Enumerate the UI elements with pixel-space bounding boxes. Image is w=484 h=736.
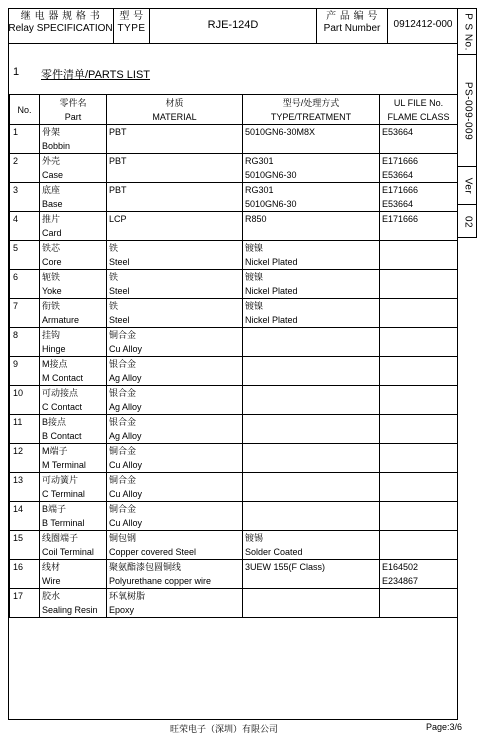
row-ul [380, 299, 458, 328]
row-material: 铜合金 Cu Alloy [107, 502, 243, 531]
row-no: 9 [10, 357, 40, 386]
row-treatment: 镀镍 Nickel Plated [243, 270, 380, 299]
row-material: 铜合金 Cu Alloy [107, 328, 243, 357]
row-treatment [243, 502, 380, 531]
partnum-label-en: Part Number [323, 23, 381, 34]
table-row [10, 357, 458, 386]
row-material: PBT [107, 183, 243, 212]
row-treatment: 镀镍 Nickel Plated [243, 241, 380, 270]
table-row [10, 299, 458, 328]
row-ul [380, 531, 458, 560]
row-ul: E171666 E53664 [380, 154, 458, 183]
row-material: 铜合金 Cu Alloy [107, 473, 243, 502]
footer-company: 旺荣电子（深圳）有限公司 [170, 724, 279, 734]
type-value: RJE-124D [207, 19, 259, 31]
table-header-row [10, 95, 458, 125]
row-treatment: RG301 5010GN6-30 [243, 154, 380, 183]
row-ul: E164502 E234867 [380, 560, 458, 589]
row-part: 线圈端子 Coil Terminal [40, 531, 107, 560]
row-no: 6 [10, 270, 40, 299]
spec-title-cell [8, 8, 114, 43]
ps-value: PS-009-009 [462, 81, 473, 140]
row-no: 10 [10, 386, 40, 415]
spec-title-cn: 继 电 器 规 格 书 [20, 11, 101, 22]
ps-label-cell [458, 9, 477, 55]
row-treatment: 5010GN6-30M8X [243, 125, 380, 154]
type-label-en: TYPE [117, 23, 146, 34]
row-part: 底座 Base [40, 183, 107, 212]
row-material: PBT [107, 125, 243, 154]
row-material: PBT [107, 154, 243, 183]
row-no: 13 [10, 473, 40, 502]
row-treatment [243, 473, 380, 502]
row-ul [380, 589, 458, 618]
row-no: 4 [10, 212, 40, 241]
row-ul [380, 444, 458, 473]
ver-value-cell [458, 205, 477, 238]
spec-title-en: Relay SPECIFICATION [8, 23, 113, 34]
row-material: 聚氨酯漆包圆铜线 Polyurethane copper wire [107, 560, 243, 589]
row-no: 3 [10, 183, 40, 212]
table-empty-area [10, 618, 458, 734]
row-treatment: R850 [243, 212, 380, 241]
row-part: 可动接点 C Contact [40, 386, 107, 415]
table-row [10, 154, 458, 183]
row-no: 11 [10, 415, 40, 444]
row-part: 轭铁 Yoke [40, 270, 107, 299]
row-part: 挂钩 Hinge [40, 328, 107, 357]
row-treatment: 镀锡 Solder Coated [243, 531, 380, 560]
row-no: 7 [10, 299, 40, 328]
row-ul: E53664 [380, 125, 458, 154]
table-row [10, 386, 458, 415]
row-material: 银合金 Ag Alloy [107, 386, 243, 415]
header-ul: UL FILE No. FLAME CLASS [380, 95, 458, 125]
table-row [10, 560, 458, 589]
row-ul: E171666 E53664 [380, 183, 458, 212]
row-ul [380, 270, 458, 299]
row-material: 银合金 Ag Alloy [107, 357, 243, 386]
type-label-cell [114, 8, 150, 43]
row-part: 线材 Wire [40, 560, 107, 589]
row-treatment: RG301 5010GN6-30 [243, 183, 380, 212]
row-no: 15 [10, 531, 40, 560]
row-ul [380, 386, 458, 415]
row-part: 推片 Card [40, 212, 107, 241]
table-row [10, 531, 458, 560]
row-part: 可动簧片 C Terminal [40, 473, 107, 502]
section-title: 零件清单/PARTS LIST [41, 69, 151, 81]
ver-label: Ver [462, 177, 473, 194]
header-part: 零件名 Part [40, 95, 107, 125]
row-part: 铁芯 Core [40, 241, 107, 270]
table-row [10, 183, 458, 212]
row-material: 环氧树脂 Epoxy [107, 589, 243, 618]
row-part: 胶水 Sealing Resin [40, 589, 107, 618]
header-material: 材质 MATERIAL [107, 95, 243, 125]
row-no: 5 [10, 241, 40, 270]
row-ul [380, 357, 458, 386]
row-material: 铜包钢 Copper covered Steel [107, 531, 243, 560]
row-material: LCP [107, 212, 243, 241]
table-row [10, 125, 458, 154]
table-row [10, 328, 458, 357]
header-no: No. [10, 95, 40, 125]
row-ul [380, 502, 458, 531]
ps-value-cell [458, 55, 477, 167]
partnum-value: 0912412-000 [393, 19, 453, 30]
row-no: 14 [10, 502, 40, 531]
row-ul [380, 241, 458, 270]
row-ul: E171666 [380, 212, 458, 241]
row-part: M接点 M Contact [40, 357, 107, 386]
row-material: 铁 Steel [107, 270, 243, 299]
row-part: B端子 B Terminal [40, 502, 107, 531]
header-block [8, 8, 458, 44]
parts-table [9, 94, 458, 733]
row-part: B接点 B Contact [40, 415, 107, 444]
row-treatment: 镀镍 Nickel Plated [243, 299, 380, 328]
row-treatment [243, 386, 380, 415]
table-row [10, 589, 458, 618]
row-no: 2 [10, 154, 40, 183]
row-no: 12 [10, 444, 40, 473]
section-number: 1 [13, 66, 20, 78]
row-part: 外壳 Case [40, 154, 107, 183]
partnum-label-cell [317, 8, 388, 43]
row-ul [380, 328, 458, 357]
header-treatment: 型号/处理方式 TYPE/TREATMENT [243, 95, 380, 125]
table-row [10, 415, 458, 444]
partnum-value-cell [388, 8, 458, 43]
side-tab [458, 8, 477, 238]
footer-page: Page:3/6 [426, 722, 463, 732]
row-part: M端子 M Terminal [40, 444, 107, 473]
row-material: 铜合金 Cu Alloy [107, 444, 243, 473]
row-part: 骨架 Bobbin [40, 125, 107, 154]
row-treatment [243, 415, 380, 444]
row-treatment [243, 357, 380, 386]
type-value-cell [150, 8, 317, 43]
row-no: 8 [10, 328, 40, 357]
row-no: 1 [10, 125, 40, 154]
row-ul [380, 415, 458, 444]
row-no: 16 [10, 560, 40, 589]
row-treatment [243, 589, 380, 618]
type-label-cn: 型 号 [119, 11, 144, 22]
row-material: 银合金 Ag Alloy [107, 415, 243, 444]
row-treatment: 3UEW 155(F Class) [243, 560, 380, 589]
table-row [10, 270, 458, 299]
ver-value: 02 [462, 215, 473, 228]
table-row [10, 502, 458, 531]
table-row [10, 241, 458, 270]
table-row [10, 212, 458, 241]
row-ul [380, 473, 458, 502]
table-row [10, 473, 458, 502]
ps-label: P S No. [462, 12, 473, 51]
row-no: 17 [10, 589, 40, 618]
ver-label-cell [458, 167, 477, 205]
partnum-label-cn: 产 品 编 号 [326, 11, 378, 22]
row-material: 铁 Steel [107, 241, 243, 270]
row-part: 衔铁 Armature [40, 299, 107, 328]
table-row [10, 444, 458, 473]
row-treatment [243, 328, 380, 357]
row-treatment [243, 444, 380, 473]
row-material: 铁 Steel [107, 299, 243, 328]
